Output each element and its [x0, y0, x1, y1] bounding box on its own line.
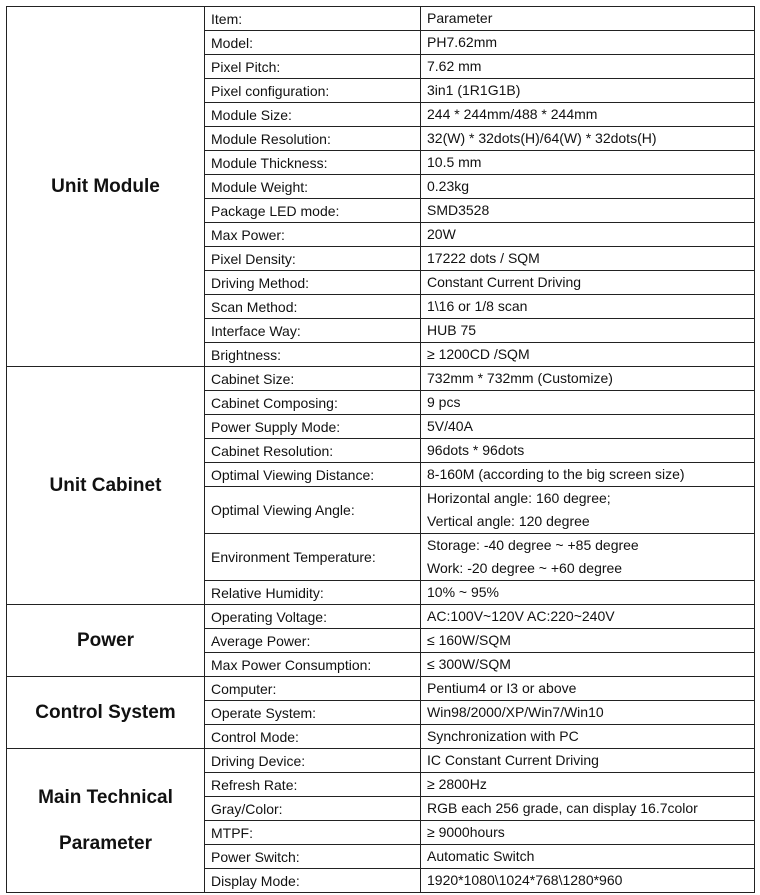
- parameter-name: Item:: [205, 7, 421, 31]
- specification-table-body: [7, 7, 755, 893]
- parameter-value-line: 10% ~ 95%: [427, 584, 499, 600]
- parameter-value: [421, 653, 755, 677]
- parameter-value: [421, 677, 755, 701]
- parameter-value-line: 7.62 mm: [427, 58, 482, 74]
- category-label: Unit Cabinet: [49, 474, 162, 496]
- parameter-name: Optimal Viewing Angle:: [205, 487, 421, 534]
- parameter-value-line: 1920*1080\1024*768\1280*960: [427, 872, 623, 888]
- parameter-value: [421, 31, 755, 55]
- parameter-value-line: 32(W) * 32dots(H)/64(W) * 32dots(H): [427, 130, 657, 146]
- parameter-value-line: ≥ 1200CD /SQM: [427, 346, 530, 362]
- parameter-value-line: 732mm * 732mm (Customize): [427, 370, 613, 386]
- parameter-value: [421, 55, 755, 79]
- spec-row: [7, 7, 755, 31]
- parameter-value: [421, 271, 755, 295]
- parameter-name: Max Power:: [205, 223, 421, 247]
- parameter-value: [421, 103, 755, 127]
- parameter-value: [421, 367, 755, 391]
- category-control-system: [7, 677, 205, 749]
- parameter-value-line: ≤ 160W/SQM: [427, 632, 511, 648]
- spec-row: [7, 749, 755, 773]
- parameter-name: Module Resolution:: [205, 127, 421, 151]
- parameter-value-line: 17222 dots / SQM: [427, 250, 540, 266]
- parameter-name: Cabinet Size:: [205, 367, 421, 391]
- parameter-value: [421, 701, 755, 725]
- parameter-value: [421, 127, 755, 151]
- parameter-value-line: IC Constant Current Driving: [427, 752, 599, 768]
- parameter-value-line: AC:100V~120V AC:220~240V: [427, 608, 615, 624]
- parameter-value-line: 244 * 244mm/488 * 244mm: [427, 106, 598, 122]
- parameter-value: [421, 199, 755, 223]
- parameter-value-line: 96dots * 96dots: [427, 442, 525, 458]
- parameter-value-line: 5V/40A: [427, 418, 473, 434]
- parameter-name: Display Mode:: [205, 869, 421, 893]
- parameter-value-line: Win98/2000/XP/Win7/Win10: [427, 704, 604, 720]
- parameter-value-line: Synchronization with PC: [427, 728, 579, 744]
- parameter-name: Driving Method:: [205, 271, 421, 295]
- parameter-value-line: ≥ 2800Hz: [427, 776, 487, 792]
- parameter-value: [421, 79, 755, 103]
- parameter-value-line: Vertical angle: 120 degree: [427, 513, 590, 529]
- parameter-name: Operating Voltage:: [205, 605, 421, 629]
- parameter-name: Interface Way:: [205, 319, 421, 343]
- parameter-value-line: 10.5 mm: [427, 154, 482, 170]
- spec-row: [7, 677, 755, 701]
- category-label: Power: [76, 629, 135, 651]
- parameter-value-line: Storage: -40 degree ~ +85 degree: [427, 537, 639, 553]
- parameter-value-line: 1\16 or 1/8 scan: [427, 298, 528, 314]
- parameter-name: Model:: [205, 31, 421, 55]
- parameter-name: Pixel configuration:: [205, 79, 421, 103]
- parameter-value-line: PH7.62mm: [427, 34, 498, 50]
- category-unit-module: [7, 7, 205, 367]
- parameter-value-line: 20W: [427, 226, 456, 242]
- parameter-value: [421, 749, 755, 773]
- parameter-value-line: RGB each 256 grade, can display 16.7color: [427, 800, 698, 816]
- parameter-value: [421, 223, 755, 247]
- parameter-value-line: Horizontal angle: 160 degree;: [427, 490, 611, 506]
- parameter-value-line: 9 pcs: [427, 394, 461, 410]
- parameter-name: Pixel Density:: [205, 247, 421, 271]
- parameter-name: Cabinet Resolution:: [205, 439, 421, 463]
- parameter-name: Refresh Rate:: [205, 773, 421, 797]
- parameter-value: [421, 534, 755, 581]
- parameter-name: Relative Humidity:: [205, 581, 421, 605]
- parameter-value-line: Constant Current Driving: [427, 274, 582, 290]
- parameter-value: [421, 295, 755, 319]
- parameter-value: [421, 463, 755, 487]
- parameter-name: Gray/Color:: [205, 797, 421, 821]
- parameter-value: [421, 391, 755, 415]
- category-label: Main Technical: [38, 786, 173, 808]
- parameter-value: [421, 581, 755, 605]
- parameter-value-line: SMD3528: [427, 202, 490, 218]
- spec-row: [7, 605, 755, 629]
- parameter-value: [421, 319, 755, 343]
- parameter-name: Driving Device:: [205, 749, 421, 773]
- parameter-value: [421, 821, 755, 845]
- category-label: Parameter: [59, 832, 152, 854]
- parameter-name: Scan Method:: [205, 295, 421, 319]
- parameter-name: Brightness:: [205, 343, 421, 367]
- parameter-value-line: ≤ 300W/SQM: [427, 656, 511, 672]
- parameter-name: Module Weight:: [205, 175, 421, 199]
- parameter-value: [421, 7, 755, 31]
- parameter-value: [421, 175, 755, 199]
- specification-table: [6, 6, 755, 893]
- parameter-value: [421, 487, 755, 534]
- parameter-value-line: 8-160M (according to the big screen size): [427, 466, 685, 482]
- parameter-value: [421, 343, 755, 367]
- parameter-value-line: Pentium4 or I3 or above: [427, 680, 577, 696]
- parameter-value: [421, 773, 755, 797]
- parameter-name: Average Power:: [205, 629, 421, 653]
- parameter-value: [421, 605, 755, 629]
- parameter-value: [421, 797, 755, 821]
- parameter-name: Max Power Consumption:: [205, 653, 421, 677]
- parameter-name: Computer:: [205, 677, 421, 701]
- parameter-value: [421, 629, 755, 653]
- parameter-name: Optimal Viewing Distance:: [205, 463, 421, 487]
- parameter-value-line: Automatic Switch: [427, 848, 535, 864]
- parameter-value: [421, 151, 755, 175]
- parameter-value: [421, 415, 755, 439]
- parameter-name: Power Supply Mode:: [205, 415, 421, 439]
- parameter-value-line: ≥ 9000hours: [427, 824, 505, 840]
- parameter-name: Cabinet Composing:: [205, 391, 421, 415]
- parameter-value-line: Work: -20 degree ~ +60 degree: [427, 560, 623, 576]
- parameter-value: [421, 247, 755, 271]
- parameter-value-line: 3in1 (1R1G1B): [427, 82, 521, 98]
- parameter-name: Pixel Pitch:: [205, 55, 421, 79]
- category-unit-cabinet: [7, 367, 205, 605]
- parameter-value-line: Parameter: [427, 10, 493, 26]
- parameter-value-line: 0.23kg: [427, 178, 470, 194]
- parameter-value-line: HUB 75: [427, 322, 477, 338]
- parameter-name: Module Thickness:: [205, 151, 421, 175]
- parameter-value: [421, 439, 755, 463]
- parameter-value: [421, 725, 755, 749]
- parameter-name: Power Switch:: [205, 845, 421, 869]
- parameter-name: Operate System:: [205, 701, 421, 725]
- parameter-name: Module Size:: [205, 103, 421, 127]
- parameter-name: Package LED mode:: [205, 199, 421, 223]
- category-label: Unit Module: [51, 175, 160, 197]
- category-label: Control System: [35, 701, 176, 723]
- category-power: [7, 605, 205, 677]
- parameter-name: Control Mode:: [205, 725, 421, 749]
- spec-row: [7, 367, 755, 391]
- category-main-technical-parameter: [7, 749, 205, 893]
- parameter-name: MTPF:: [205, 821, 421, 845]
- parameter-value: [421, 869, 755, 893]
- parameter-value: [421, 845, 755, 869]
- parameter-name: Environment Temperature:: [205, 534, 421, 581]
